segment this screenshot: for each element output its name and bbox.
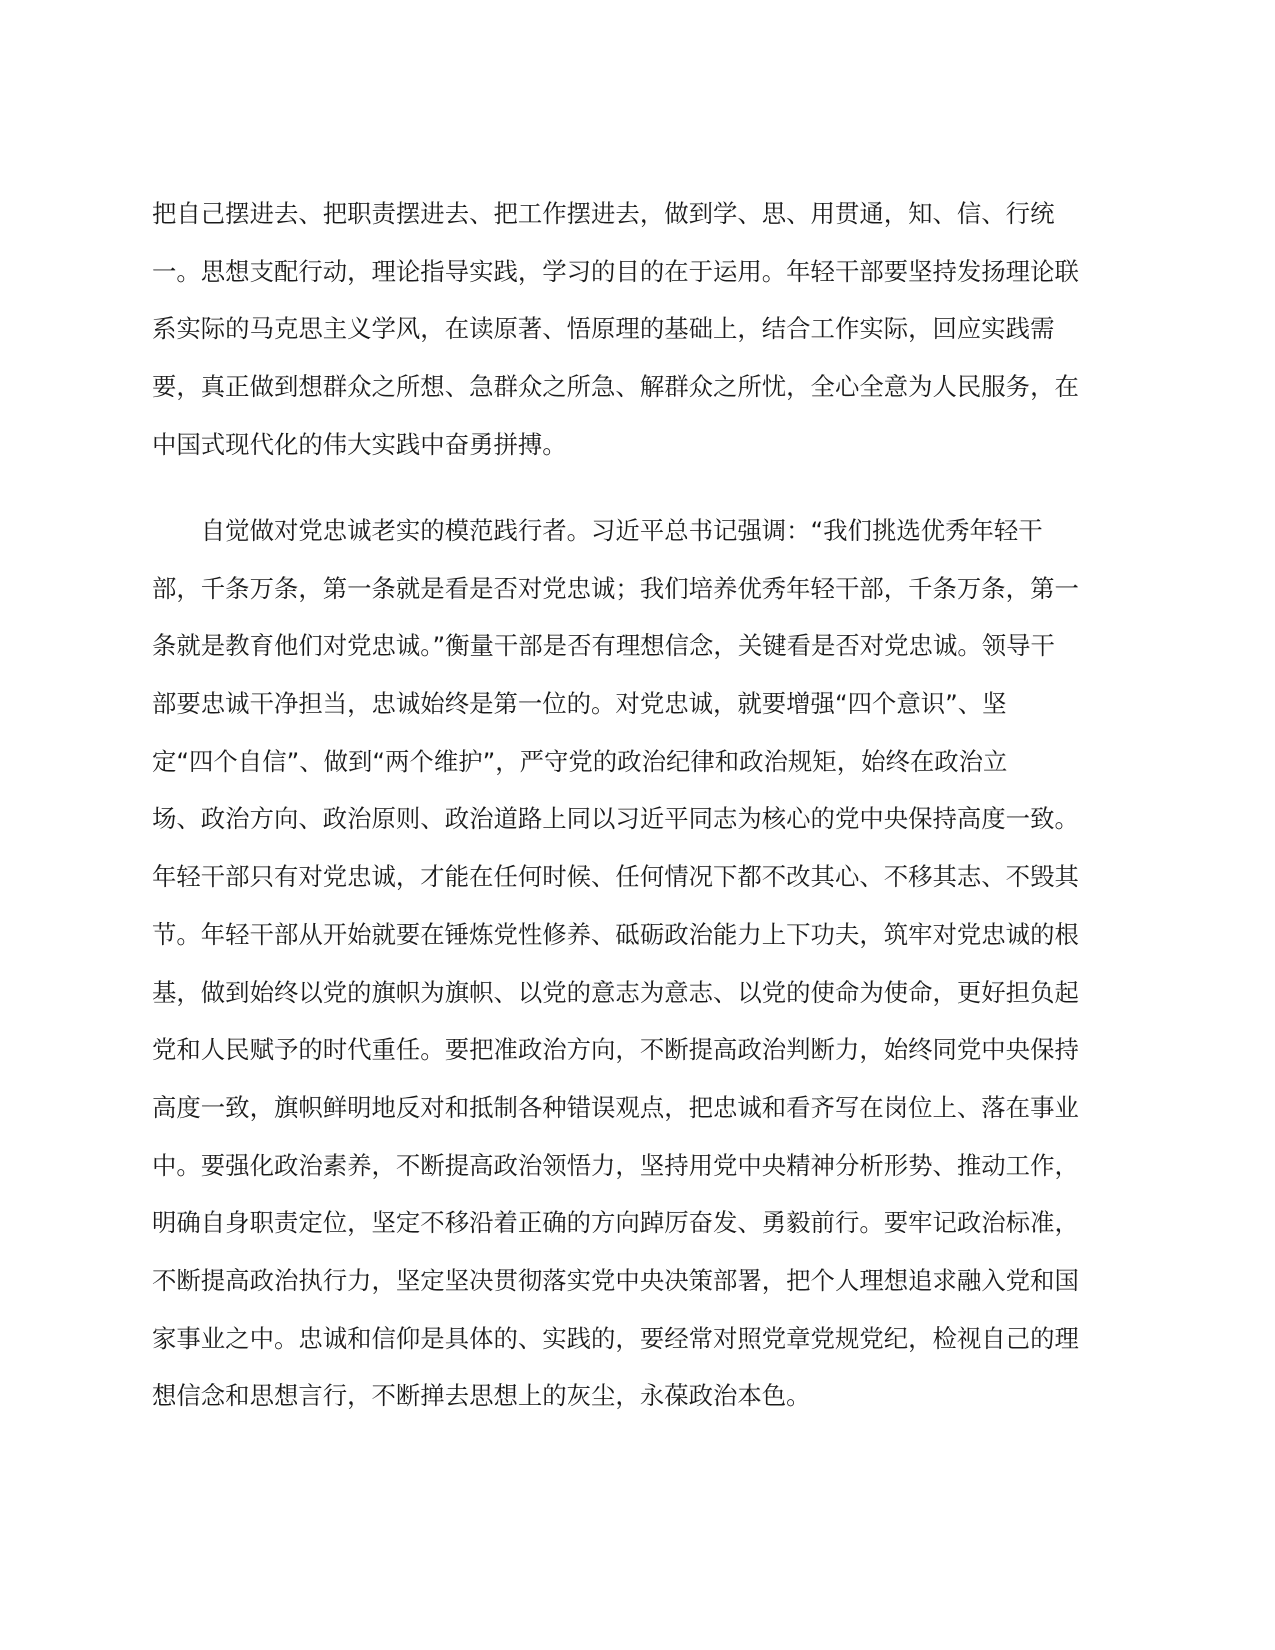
text-line: 高度一致，旗帜鲜明地反对和抵制各种错误观点，把忠诚和看齐写在岗位上、落在事业 xyxy=(152,1092,1079,1122)
text-line: 定“四个自信”、做到“两个维护”，严守党的政治纪律和政治规矩，始终在政治立 xyxy=(152,746,1008,776)
text-line: 基，做到始终以党的旗帜为旗帜、以党的意志为意志、以党的使命为使命，更好担负起 xyxy=(152,977,1079,1007)
text-line: 系实际的马克思主义学风，在读原著、悟原理的基础上，结合工作实际，回应实践需 xyxy=(152,314,1055,344)
text-line: 党和人民赋予的时代重任。要把准政治方向，不断提高政治判断力，始终同党中央保持 xyxy=(152,1035,1079,1065)
text-line: 部要忠诚干净担当，忠诚始终是第一位的。对党忠诚，就要增强“四个意识”、坚 xyxy=(152,689,1007,719)
paragraph-1 xyxy=(152,185,1103,473)
text-line: 要，真正做到想群众之所想、急群众之所急、解群众之所忧，全心全意为人民服务，在 xyxy=(152,372,1079,402)
text-line: 条就是教育他们对党忠诚。”衡量干部是否有理想信念，关键看是否对党忠诚。领导干 xyxy=(152,631,1055,661)
text-line: 一。思想支配行动，理论指导实践，学习的目的在于运用。年轻干部要坚持发扬理论联 xyxy=(152,256,1079,286)
text-line: 部，千条万条，第一条就是看是否对党忠诚；我们培养优秀年轻干部，千条万条，第一 xyxy=(152,573,1079,603)
text-line: 中国式现代化的伟大实践中奋勇拼搏。 xyxy=(152,429,567,459)
text-line: 年轻干部只有对党忠诚，才能在任何时候、任何情况下都不改其心、不移其志、不毁其 xyxy=(152,862,1079,892)
text-line: 中。要强化政治素养，不断提高政治领悟力，坚持用党中央精神分析形势、推动工作， xyxy=(152,1150,1079,1180)
text-line: 场、政治方向、政治原则、政治道路上同以习近平同志为核心的党中央保持高度一致。 xyxy=(152,804,1079,834)
text-line: 不断提高政治执行力，坚定坚决贯彻落实党中央决策部署，把个人理想追求融入党和国 xyxy=(152,1265,1079,1295)
text-line: 家事业之中。忠诚和信仰是具体的、实践的，要经常对照党章党规党纪，检视自己的理 xyxy=(152,1323,1079,1353)
text-line: 自觉做对党忠诚老实的模范践行者。习近平总书记强调：“我们挑选优秀年轻干 xyxy=(152,516,1043,545)
text-line: 明确自身职责定位，坚定不移沿着正确的方向踔厉奋发、勇毅前行。要牢记政治标准， xyxy=(152,1208,1079,1238)
text-line: 想信念和思想言行，不断掸去思想上的灰尘，永葆政治本色。 xyxy=(152,1381,811,1411)
text-line: 节。年轻干部从开始就要在锤炼党性修养、砥砺政治能力上下功夫，筑牢对党忠诚的根 xyxy=(152,919,1079,949)
text-line: 把自己摆进去、把职责摆进去、把工作摆进去，做到学、思、用贯通，知、信、行统 xyxy=(152,199,1055,228)
paragraph-2 xyxy=(152,502,1103,1425)
